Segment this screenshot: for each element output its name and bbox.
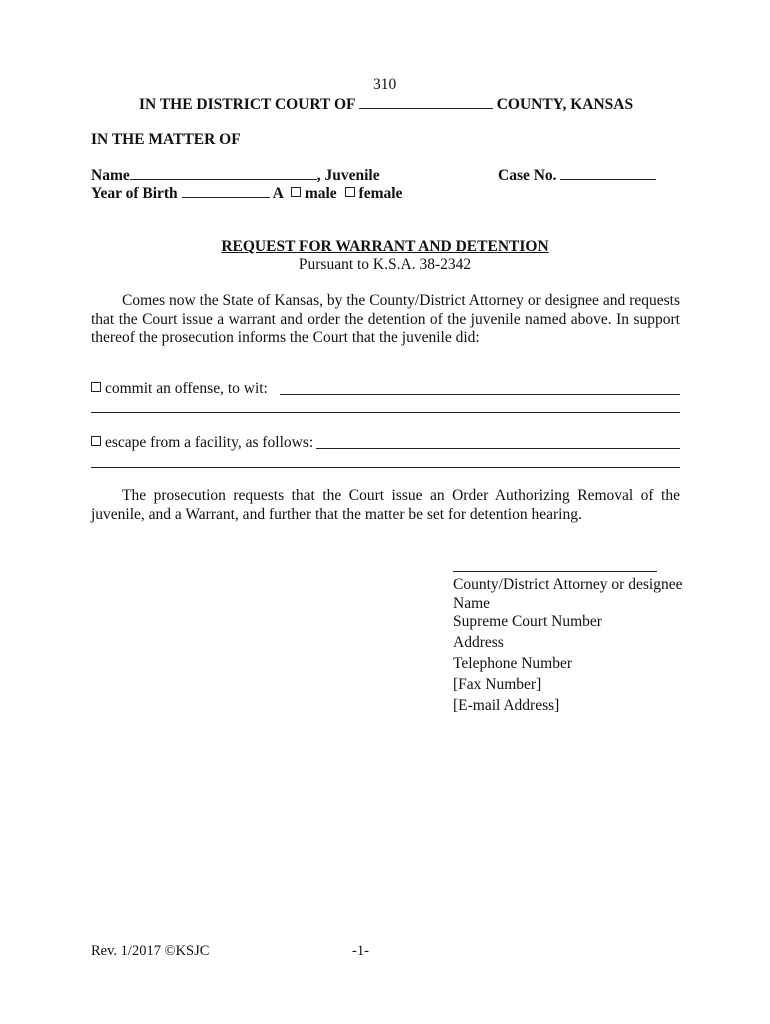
birth-row bbox=[91, 185, 402, 203]
signature-name: Name bbox=[453, 595, 491, 612]
document-title: REQUEST FOR WARRANT AND DETENTION bbox=[221, 238, 549, 255]
offense-blank-2[interactable] bbox=[91, 412, 680, 413]
offense-checkbox[interactable] bbox=[91, 382, 101, 392]
name-blank[interactable] bbox=[130, 178, 317, 180]
closing-text: The prosecution requests that the Court issue an Order Authorizing Removal of the juvenile, and a Warrant, and further that the matter be set for detention hearing. bbox=[91, 487, 680, 523]
intro-text: Comes now the State of Kansas, by the County/District Attorney or designee and requests that the Court issue a warrant and order the detention of the juvenile named above. In support thereof the prosecution informs the Court that the juvenile did: bbox=[91, 292, 680, 346]
case-no-row bbox=[498, 167, 656, 185]
case-no-label: Case No. bbox=[498, 167, 557, 184]
case-no-blank[interactable] bbox=[560, 178, 656, 180]
signature-email: [E-mail Address] bbox=[453, 697, 560, 714]
document-subtitle: Pursuant to K.S.A. 38-2342 bbox=[298, 256, 472, 273]
court-prefix: IN THE DISTRICT COURT OF bbox=[139, 96, 355, 113]
name-label: Name bbox=[91, 167, 130, 184]
a-label: A bbox=[272, 185, 283, 202]
court-suffix: COUNTY, KANSAS bbox=[496, 96, 634, 113]
intro-paragraph bbox=[91, 292, 680, 348]
offense-label: commit an offense, to wit: bbox=[105, 380, 268, 397]
male-checkbox[interactable] bbox=[291, 187, 301, 197]
signature-fax: [Fax Number] bbox=[453, 676, 542, 693]
offense-option bbox=[91, 380, 268, 398]
escape-blank-2[interactable] bbox=[91, 467, 680, 468]
escape-blank-1[interactable] bbox=[316, 448, 680, 449]
offense-blank-1[interactable] bbox=[280, 394, 680, 395]
year-of-birth-label: Year of Birth bbox=[91, 185, 178, 202]
escape-checkbox[interactable] bbox=[91, 436, 101, 446]
name-row bbox=[91, 167, 380, 185]
female-label: female bbox=[358, 185, 403, 202]
closing-paragraph bbox=[91, 487, 680, 524]
signature-telephone: Telephone Number bbox=[453, 655, 572, 672]
signature-court-number: Supreme Court Number bbox=[453, 613, 602, 630]
form-number: 310 bbox=[373, 76, 397, 93]
court-heading bbox=[139, 96, 633, 114]
county-blank[interactable] bbox=[359, 107, 493, 109]
footer-revision: Rev. 1/2017 ©KSJC bbox=[91, 943, 210, 959]
escape-option bbox=[91, 434, 313, 452]
juvenile-label: , Juvenile bbox=[316, 167, 380, 184]
signature-title: County/District Attorney or designee bbox=[453, 576, 683, 593]
female-checkbox[interactable] bbox=[345, 187, 355, 197]
footer-page-number: -1- bbox=[352, 943, 369, 959]
year-of-birth-blank[interactable] bbox=[182, 196, 270, 198]
signature-line[interactable] bbox=[453, 571, 657, 572]
matter-heading: IN THE MATTER OF bbox=[91, 131, 241, 148]
signature-address: Address bbox=[453, 634, 504, 651]
male-label: male bbox=[304, 185, 337, 202]
escape-label: escape from a facility, as follows: bbox=[105, 434, 314, 451]
